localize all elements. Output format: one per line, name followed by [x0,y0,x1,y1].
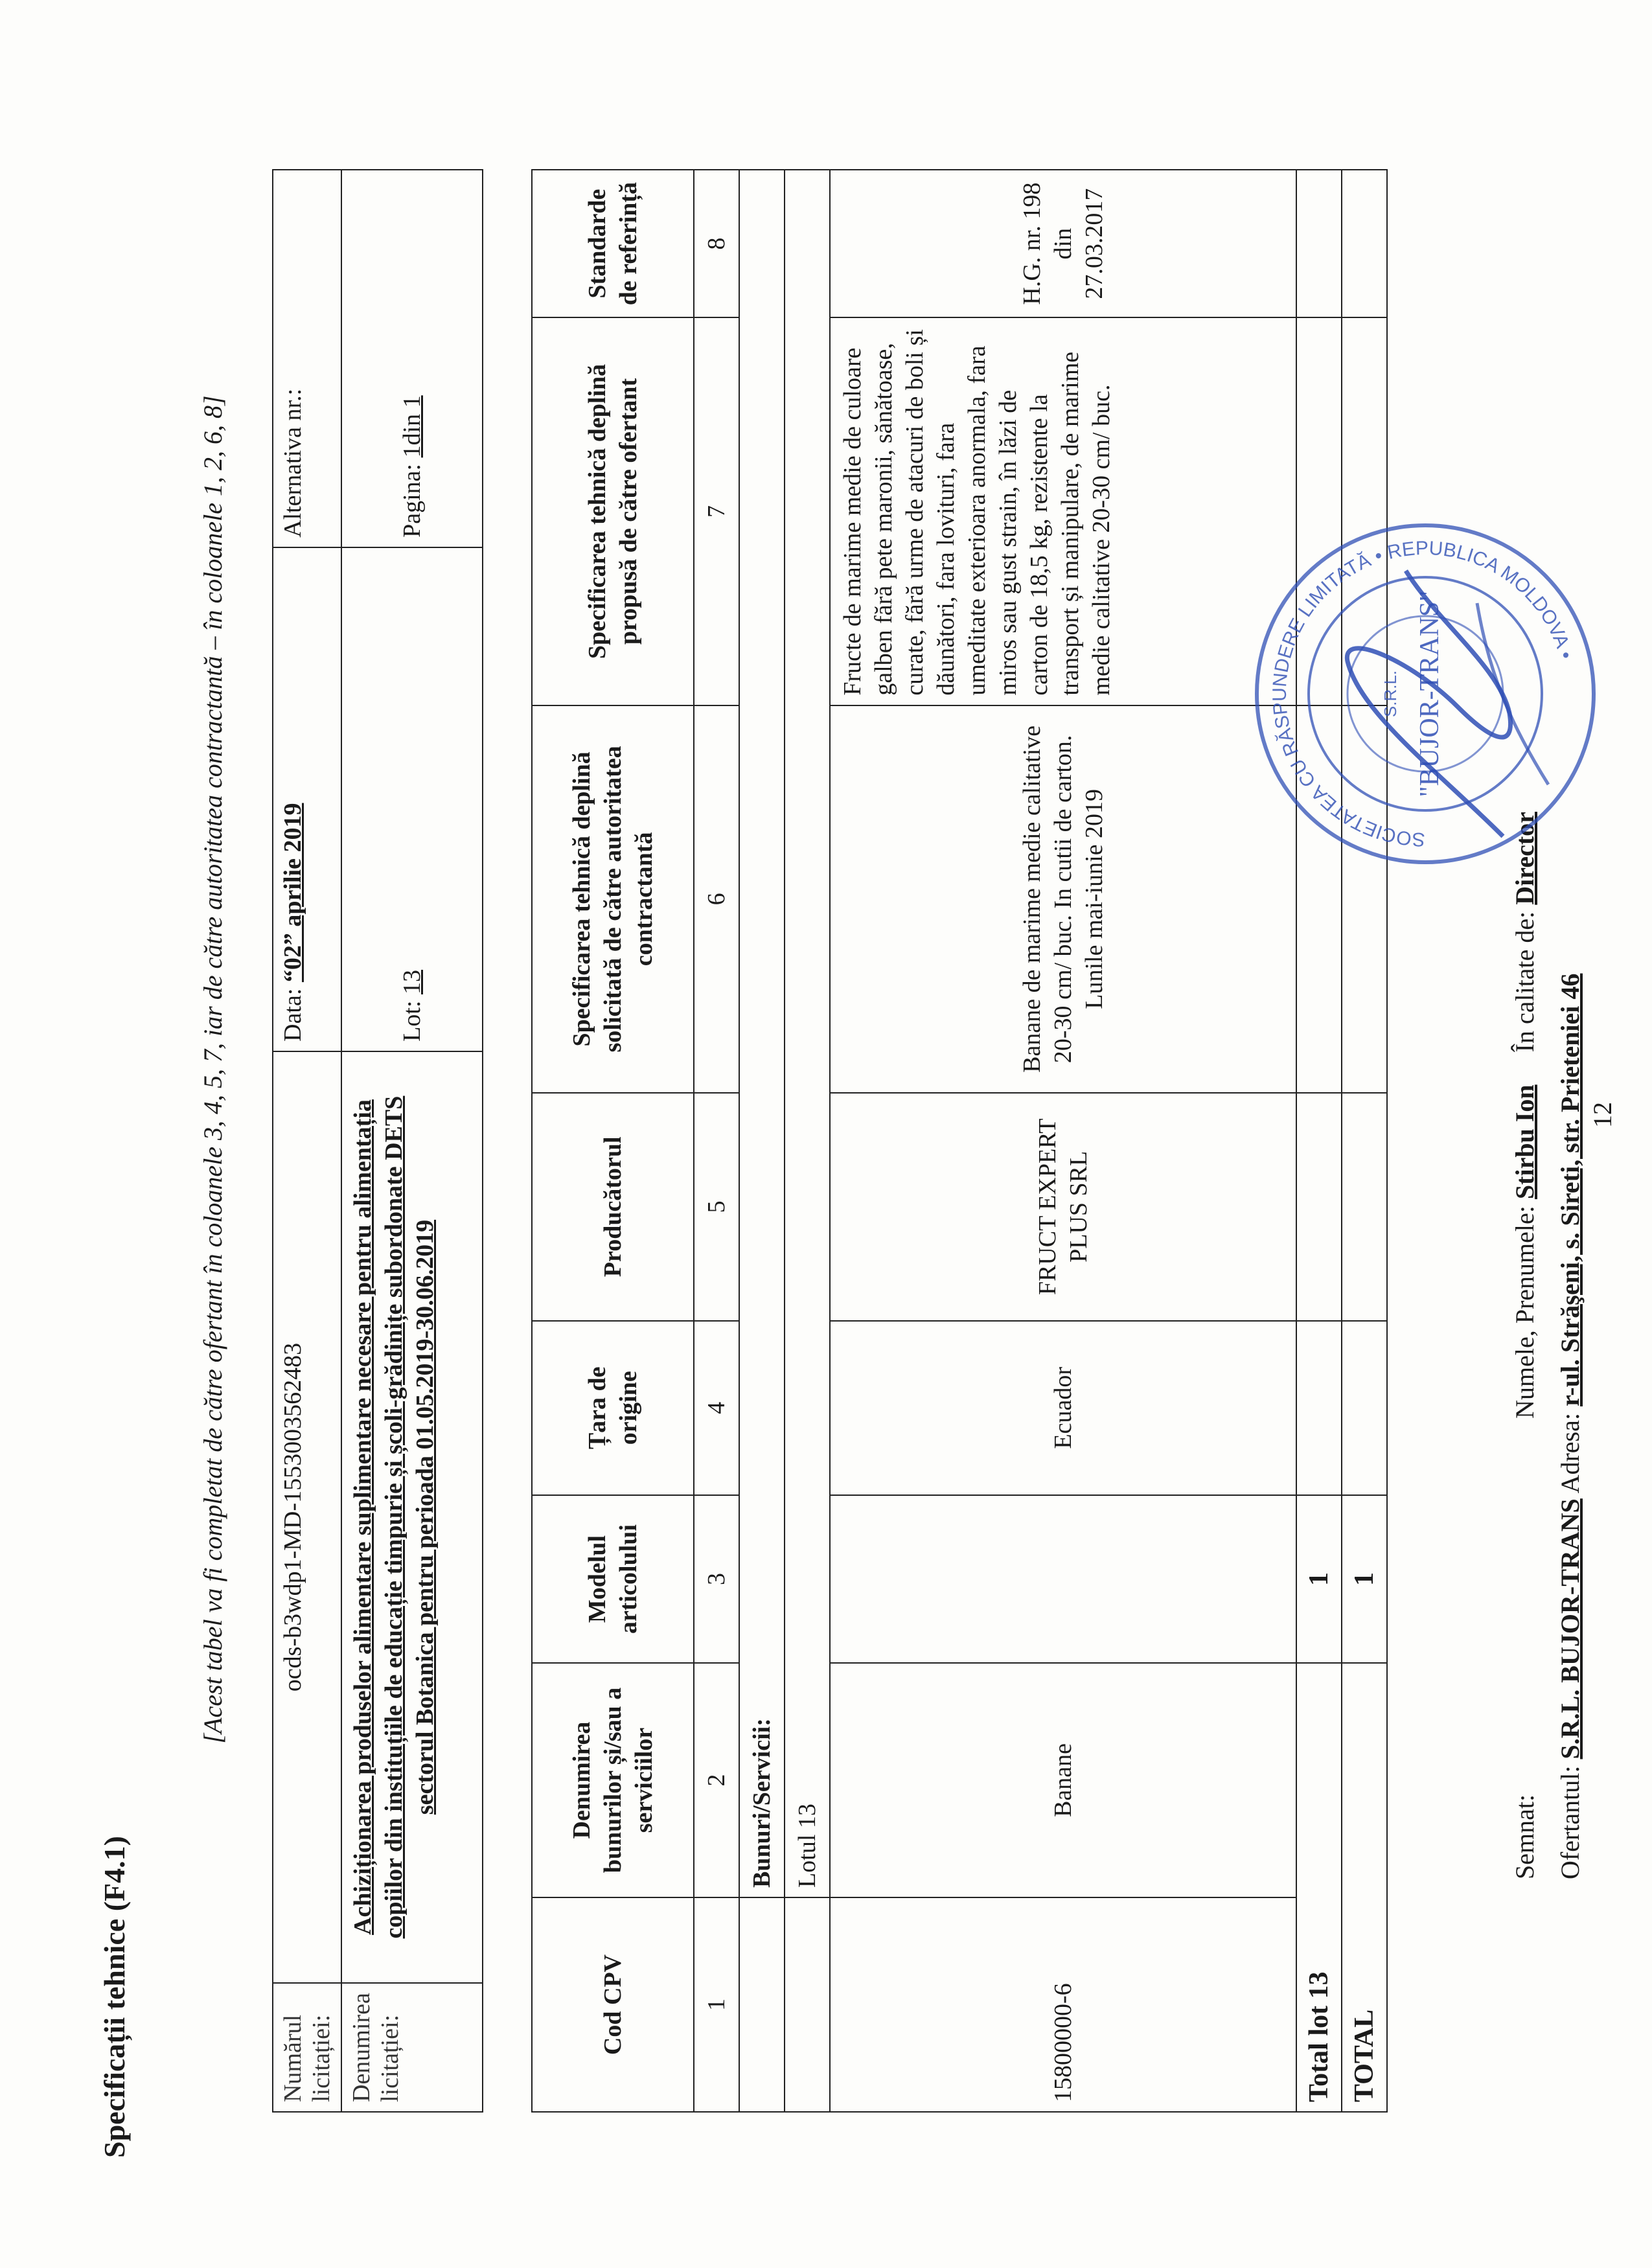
section-label: Bunuri/Servicii: [739,170,785,1897]
header-model: Modelul articolului [532,1495,694,1663]
tender-name-label: Denumirea licitației: [341,1983,483,2112]
stamp-ring-text: SOCIETATEA CU RĂSPUNDERE LIMITATĂ • REPUBLICA MOLDOVA • [1268,537,1577,851]
header-producer: Producătorul [532,1093,694,1321]
offerer-label: Ofertantul: [1555,1765,1585,1879]
item-spec-requested: Banane de marime medie calitative 20-30 cm/ buc. In cutii de carton. Lunile mai-iunie 2019 [830,705,1296,1093]
alternative-label: Alternativa nr.: [273,170,341,547]
tender-number-value: ocds-b3wdp1-MD-1553003562483 [273,1051,341,1983]
total-value: 1 [1342,1495,1387,1663]
lot-value: 13 [398,970,426,995]
instruction-note: [Acest tabel va fi completat de către ofertant în coloanele 3, 4, 5, 7, iar de către autoritatea contractantă – în coloanele 1, 2, 6, 8] [198,395,227,1744]
lot-cell [341,547,483,1051]
cpv-code: 15800000-6 [830,1897,1296,2112]
stamp-srl: S.R.L. [1381,670,1400,718]
empty-cell [785,1897,830,2112]
total-lot-value: 1 [1296,1495,1342,1663]
col-number: 3 [694,1495,739,1663]
offerer-value: S.R.L. BUJOR-TRANS [1555,1498,1585,1759]
item-spec-offered: Fructe de marime medie de culoare galben fără pete maronii, sănătoase, curate, fără urme de atacuri de boli și dăunători, fara lovituri, fara umeditate exterioara anormala, fara miros sau gust strain, în lăzi de carton de 18,5 kg, rezistente la transport și manipulare, de marime medie calitative 20-30 cm/ buc. [830,317,1296,705]
specifications-table [531,169,1388,2113]
name-label: Numele, Prenumele: [1510,1206,1539,1419]
empty-cell [739,1897,785,2112]
item-model [830,1495,1296,1663]
item-standard: H.G. nr. 198 din 27.03.2017 [830,170,1296,317]
col-number: 4 [694,1321,739,1495]
role-label: În calitate de: [1510,911,1539,1053]
header-country: Țara de origine [532,1321,694,1495]
date-label: Data: [279,988,306,1042]
date-value: “02” aprilie 2019 [279,803,306,983]
page-label: Pagina: [398,463,426,538]
item-producer: FRUCT EXPERT PLUS SRL [830,1093,1296,1321]
header-standard: Standarde de referință [532,170,694,317]
header-spec-requested: Specificarea tehnică deplină solicitată de către autoritatea contractantă [532,705,694,1093]
address-label: Adresa: [1555,1413,1585,1494]
signature-line [1509,812,1540,1879]
offerer-line [1555,974,1585,1879]
tender-info-table [272,169,483,2113]
item-name: Banane [830,1663,1296,1897]
col-number: 1 [694,1897,739,2112]
signed-label: Semnat: [1510,1794,1539,1879]
page-value: 1din 1 [398,395,426,458]
total-lot-label: Total lot 13 [1296,1663,1342,2112]
tender-name-value: Achiziționarea produselor alimentare suplimentare necesare pentru alimentația copiilor din instituțiile de educație timpurie și școli-grădinițe subordonate DETS sectorul Botanica pentru perioada 01.05.2019-30.06.2019 [341,1051,483,1983]
company-stamp [1244,512,1607,875]
page-title: Specificații tehnice (F4.1) [98,1836,131,2158]
col-number: 2 [694,1663,739,1897]
lot-label: Lot: [398,1000,426,1042]
date-cell [273,547,341,1051]
tender-number-label: Numărul licitației: [273,1983,341,2112]
col-number: 8 [694,170,739,317]
page-cell [341,170,483,547]
name-value: Stirbu Ion [1510,1084,1539,1200]
header-spec-offered: Specificarea tehnică deplină propusă de către ofertant [532,317,694,705]
col-number: 7 [694,317,739,705]
total-label: TOTAL [1342,1663,1387,2112]
col-number: 5 [694,1093,739,1321]
address-value: r-ul. Străşeni, s. Sireti, str. Prieteniei 46 [1555,973,1585,1406]
page-number: 12 [1588,1102,1617,1128]
item-country: Ecuador [830,1321,1296,1495]
header-cpv: Cod CPV [532,1897,694,2112]
header-name: Denumirea bunurilor și/sau a serviciilor [532,1663,694,1897]
lot-row-label: Lotul 13 [785,170,830,1897]
stamp-center-text: "BUJOR-TRANS" [1415,590,1445,797]
role-value: Director [1510,812,1539,905]
col-number: 6 [694,705,739,1093]
